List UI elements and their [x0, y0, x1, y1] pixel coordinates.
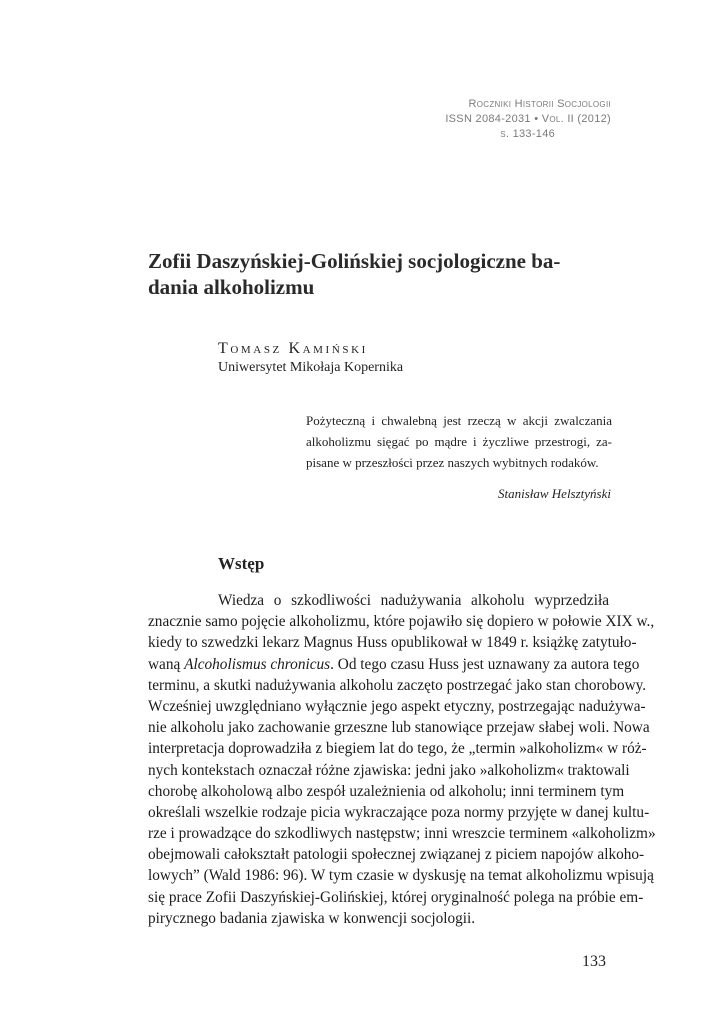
epigraph-attribution: Stanisław Helsztyński — [497, 486, 611, 501]
journal-name: Roczniki Historii Socjologii — [468, 98, 611, 110]
body-line: określali wszelkie rodzaje picia wykraczające poza normy przyjęte w danej kultu- — [148, 803, 650, 821]
book-title: Alcoholismus chronicus — [184, 655, 331, 673]
body-line: znacznie samo pojęcie alkoholizmu, które pojawiło się dopiero w połowie XIX w., — [148, 613, 655, 631]
epigraph-line: alkoholizmu sięgać po mądre i życzliwe przestrogi, za- — [306, 434, 612, 450]
body-line: Wcześniej uwzględniano wyłącznie jego aspekt etyczny, postrzegając nadużywa- — [148, 697, 646, 715]
body-line: terminu, a skutki nadużywania alkoholu zaczęto postrzegać jako stan chorobowy. — [148, 676, 647, 694]
body-line: nych kontekstach oznaczał różne zjawiska: jedni jako »alkoholizm« traktowali — [148, 761, 630, 779]
body-paragraph — [148, 590, 656, 929]
body-line: lowych” (Wald 1986: 96). W tym czasie w dyskusję na temat alkoholizmu wpisują — [148, 867, 654, 885]
body-line: interpretacja doprowadziła z biegiem lat do tego, że „termin »alkoholizm« w róż- — [148, 740, 647, 758]
author-affiliation: Uniwersytet Mikołaja Kopernika — [218, 360, 404, 375]
body-text: waną — [148, 655, 185, 673]
article-title-line-1: Zofii Daszyńskiej-Golińskiej socjologiczne ba- — [148, 249, 561, 273]
page-number: 133 — [582, 953, 606, 970]
author-name: Tomasz Kamiński — [218, 340, 368, 357]
body-text: . Od tego czasu Huss jest uznawany za autora tego — [330, 655, 640, 673]
body-line: Wiedza o szkodliwości nadużywania alkoholu wyprzedziła — [218, 592, 609, 609]
article-title-line-2: dania alkoholizmu — [148, 275, 315, 299]
body-line: chorobę alkoholową albo zespół uzależnienia od alkoholu; inni terminem tym — [148, 782, 625, 800]
epigraph-line: Pożyteczną i chwalebną jest rzeczą w akcji zwalczania — [306, 413, 612, 428]
body-line: pirycznego badania zjawiska w konwencji socjologii. — [148, 909, 476, 927]
body-line: kiedy to szwedzki lekarz Magnus Huss opublikował w 1849 r. książkę zatytuło- — [148, 634, 637, 652]
journal-pages: s. 133-146 — [500, 128, 556, 140]
journal-header — [445, 97, 611, 142]
body-line: się prace Zofii Daszyńskiej-Golińskiej, której oryginalność polega na próbie em- — [148, 888, 644, 906]
body-line: nie alkoholu jako zachowanie grzeszne lub stanowiące przejaw słabej woli. Nowa — [148, 719, 650, 737]
body-line: rze i prowadzące do szkodliwych następstw; inni wreszcie terminem «alkoholizm» — [148, 825, 656, 843]
article-title — [148, 248, 618, 300]
epigraph-line: pisane w przeszłości przez naszych wybitnych rodaków. — [306, 455, 599, 471]
body-line-with-title — [148, 654, 640, 675]
body-line: obejmowali całokształt patologii społecznej związanej z piciem napojów alkoho- — [148, 846, 645, 864]
section-heading: Wstęp — [218, 554, 265, 573]
journal-issn-volume: ISSN 2084-2031 • Vol. II (2012) — [445, 113, 611, 125]
epigraph — [306, 412, 612, 476]
